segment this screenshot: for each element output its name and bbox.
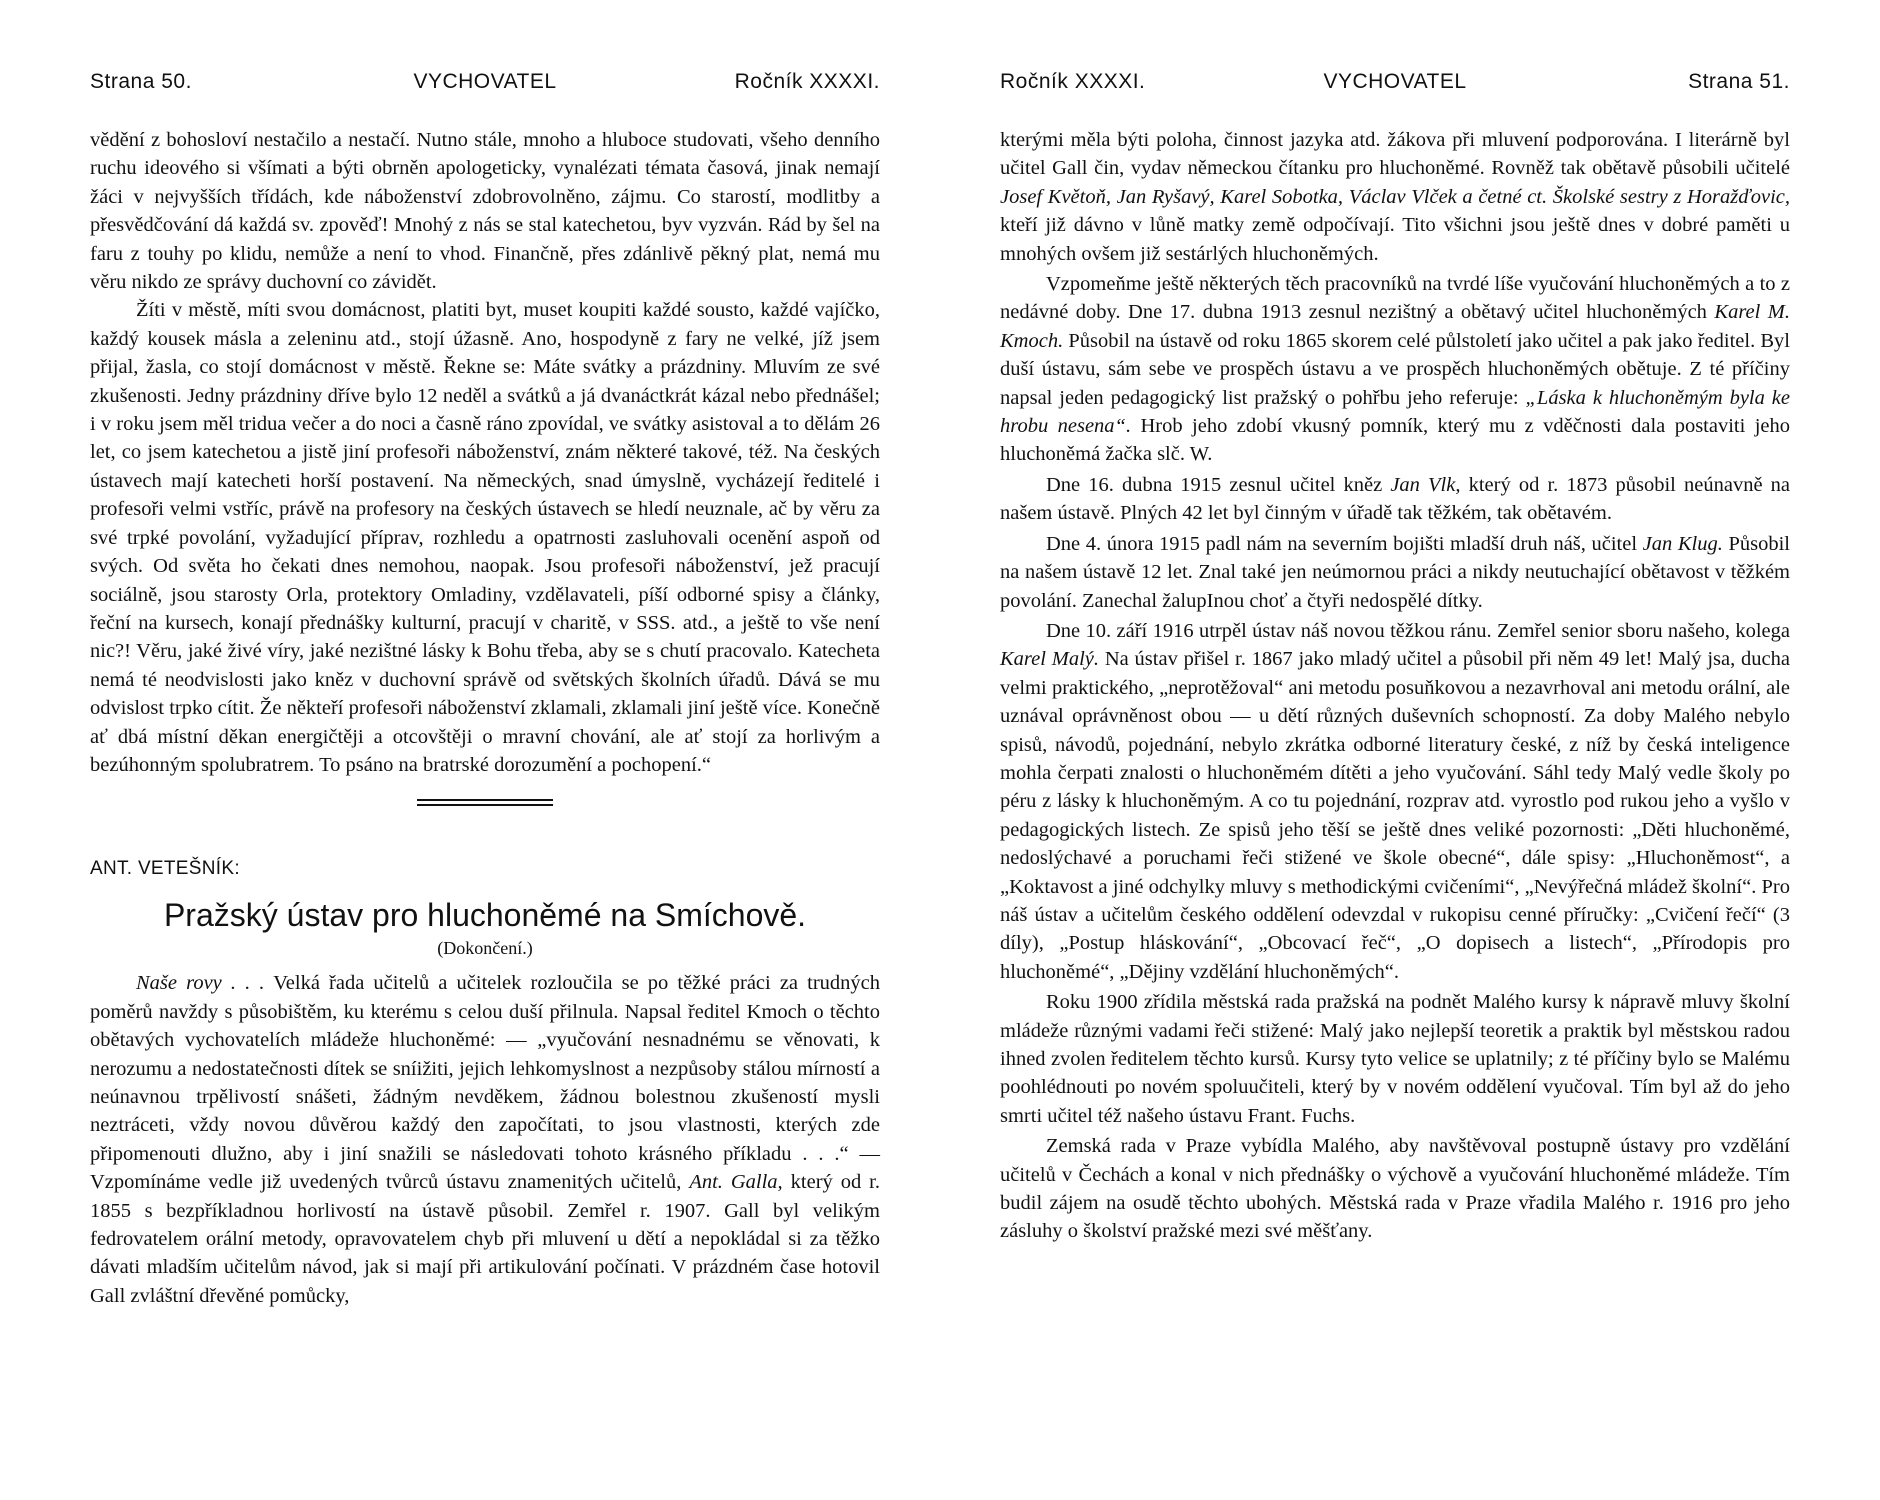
text-run: kteří již dávno v lůně matky země odpočívají. Tito všichni jsou ještě dnes v dobré paměti u mnohých ovšem již sestárlých hluchoněmých. (1000, 214, 1790, 265)
journal-title: VYCHOVATEL (1323, 70, 1467, 93)
text-run: Působil na ústavě od roku 1865 skorem celé půlstoletí jako učitel a pak jako ředitel. Byl duší ústavu, sám sebe ve prospěch ústavu a ve prospěch hluchoněmých obětuje. Z té příčiny napsal jeden pedagogický list pražský o pohřbu jeho referuje: (1000, 329, 1790, 409)
text-run: Hrob jeho zdobí vkusný pomník, který mu z vděčnosti dala postaviti jeho hluchoněmá žačka slč. W. (1000, 415, 1791, 466)
paragraph: Zemská rada v Praze vybídla Malého, aby navštěvoval postupně ústavy pro vzdělání učitelů v Čechách a konal v nich přednášky o výchově a vyučování hluchoněmé mládeže. Tím budil zájem na osudě těchto ubohých. Městská rada v Praze vřadila Malého r. 1916 pro jeho zásluhy o školství pražské mezi své měšťany. (1000, 1135, 1790, 1243)
text-run: Dne 10. září 1916 utrpěl ústav náš novou těžkou ránu. Zemřel senior sboru našeho, kolega (1046, 619, 1790, 642)
article-author: ANT. VETEŠNÍK: (90, 858, 240, 880)
text-run: Dne 4. února 1915 padl nám na severním bojišti mladší druh náš, učitel (1046, 532, 1643, 555)
text-run: Na ústav přišel r. 1867 jako mladý učitel a působil při něm 49 let! Malý jsa, ducha velmi praktického, „neprotěžoval“ ani metodu posuňkovou a nezavrhoval ani metodu orální, ale uznával oprávněnost obou — u dětí různých duševních schopností. Za doby Malého nebylo spisů, návodů, pojednání, nebylo zkrátka odborné literatury české, z níž by česká inteligence mohla čerpati znalosti o hluchoněmém dítěti a jeho vyučování. Sáhl tedy Malý vedle školy po péru z lásky k hluchoněmým. A co tu pojednání, rozprav atd. vyrostlo pod rukou jeho a vyšlo v pedagogických listech. Ze spisů jeho těší se ještě dnes veliké pozornosti: „Děti hluchoněmé, nedoslýchavé a poruchami řeči stižené ve škole obecné“, dále spisy: „Hluchoněmost“, a „Koktavost a jiné odchylky mluvy s methodickými cvičeními“, „Nevýřečná mládež školní“. Pro náš ústav a učitelům českého oddělení odevzdal v rukopisu cenné příručky: „Cvičení řečí“ (3 díly), „Postup hláskování“, „Obcovací řeč“, „O dopisech a listech“, „Přírodopis pro hluchoněmé“, „Dějiny vzdělání hluchoněmých“. (1000, 648, 1790, 983)
page-number: Strana 51. (1688, 70, 1790, 93)
text-run: který od r. 1855 s bezpříkladnou horlivostí na ústavě působil. Zemřel r. 1907. Gall byl velikým fedrovatelem orální metody, opravovatelem chyb při mluvení u dětí a nepokládal si za těžko dávati mladším učitelům návod, jak si mají při artikulování počínati. V prázdném čase hotovil Gall zvláštní dřevěné pomůcky, (90, 1171, 880, 1307)
text-run: Působil na našem ústavě 12 let. Znal také jen neúmornou práci a nikdy neutuchající obětavost v těžkém povolání. Zanechal žalupInou choť a čtyři nedospělé dítky. (1000, 532, 1790, 612)
volume-label: Ročník XXXXI. (734, 70, 880, 93)
paragraph (1000, 471, 1790, 528)
paragraph: vědění z bohosloví nestačilo a nestačí. Nutno stále, mnoho a hluboce studovati, všeho denního ruchu ideového si všímati a býti obrněn apologeticky, vynalézati témata časová, jinak nemají žáci v nejvyšších třídách, kde náboženství zdobrovolněno, zájmu. Co starostí, modlitby a přesvědčování dá každá sv. zpověď! Mnohý z nás se stal katechetou, byv vyzván. Rád by šel na faru z touhy po klidu, nemůže a není to vhod. Finančně, přes zdánlivě pěkný plat, nemá mu věru nikdo ze správy duchovní co závidět. (90, 129, 880, 294)
left-page (90, 70, 880, 1310)
paragraph (90, 969, 880, 1310)
paragraph: Žíti v městě, míti svou domácnost, platiti byt, muset koupiti každé sousto, každé vajíčko, každý kousek másla a zeleninu atd., stojí úžasně. Ano, hospodyně z fary ne velké, jíž jsem přijal, žasla, co stojí domácnost v městě. Řekne se: Máte svátky a prázdniny. Mluvím ze své zkušenosti. Jedny prázdniny dříve bylo 12 neděl a svátků a já dvanáctkrát kázal nebo přednášel; i v roku jsem měl tridua večer a do noci a časně ráno zpovídal, ve svátky asistoval a to dělám 26 let, co jsem katechetou a jistě jiní profesoři náboženství, znám některé takové, též. Na českých ústavech mají katecheti horší postavení. Na německých, snad úmyslně, vycházejí ředitelé i profesoři velmi vstříc, právě na profesory na českých ústavech se hledí neuznale, ač by věru za své trpké povolání, vyžadující příprav, rozhledu a opatrnosti zasluhovali ocenění aspoň od svých. Od světa ho čekati dnes nemohou, naopak. Jsou profesoři náboženství, jež pracují sociálně, jsou starosty Orla, protektory Omladiny, vzdělavateli, píší odborné spisy a články, řeční na kursech, konají přednášky kulturní, pracují v charitě, v SSS. atd., a ještě to vše není nic?! Věru, jaké živé víry, jaké nezištné lásky k Bohu třeba, aby se s chutí pracovalo. Katecheta nemá té neodvislosti jako kněz v duchovní správě od světských školních úřadů. Dává se mu odvislost trpko cítit. Že někteří profesoři náboženství zklamali, zklamali jiní ještě více. Konečně ať dbá místní děkan energičtěji a otcovštěji o mravní chování, ale ať stojí za horlivým a bezúhonným spolubratrem. To psáno na bratrské dorozumění a pochopení.“ (90, 299, 880, 776)
person-name: Ant. Galla, (689, 1171, 783, 1194)
right-page (1000, 70, 1790, 1246)
right-page-header (1000, 70, 1790, 94)
person-name: Karel Malý. (1000, 648, 1099, 671)
journal-title: VYCHOVATEL (413, 70, 557, 93)
person-name: Jan Klug. (1642, 532, 1723, 555)
volume-label: Ročník XXXXI. (1000, 70, 1146, 93)
text-run: který od r. 1873 působil neúnavně na našem ústavě. Plných 42 let byl činným v úřadě tak těžkém, tak obětavém. (1000, 473, 1791, 525)
paragraph: Roku 1900 zřídila městská rada pražská na podnět Malého kursy k nápravě mluvy školní mládeže různými vadami řeči stižené: Malý jako nejlepší teoretik a praktik byl městskou radou ihned zvolen ředitelem těchto kursů. Kursy tyto velice se uplatnily; z té příčiny bylo se Malému poohlédnouti po novém spoluučiteli, který by v novém oddělení vyučoval. Tím byl až do jeho smrti učitel též našeho ústavu Frant. Fuchs. (1000, 991, 1790, 1127)
left-page-header (90, 70, 880, 94)
section-divider (417, 799, 553, 806)
paragraph (1000, 617, 1790, 986)
article-title: Pražský ústav pro hluchoněmé na Smíchově. (163, 897, 807, 934)
paragraph (1000, 270, 1790, 469)
person-name: Karel M. Kmoch. (1000, 301, 1791, 352)
paragraph (1000, 530, 1790, 615)
quote: „Láska k hluchoněmým byla ke hrobu nesena“. (1000, 386, 1790, 438)
text-run: Velká řada učitelů a učitelek rozloučila se po těžké práci za trudných poměrů navždy s působištěm, ku kterému s celou duší přilnula. Napsal ředitel Kmoch o těchto obětavých vychovatelích mládeže hluchoněmé: — „vyučování nesnadnému se věnovati, k nerozumu a nedostatečnosti dítek se sníižiti, jejich lehkomyslnost a nezpůsoby stálou mírností a neúnavnou trpělivostí snášeti, žádným nevděkem, žádnou bolestnou zkušeností mysli neztráceti, vždy novou důvěrou každý den započítati, to jsou vlastnosti, kterých zde připomenouti dlužno, aby i jiní snažili se následovati tohoto krásného příkladu . . .“ — Vzpomínáme vedle již uvedených tvůrců ústavu znamenitých učitelů, (90, 972, 880, 1194)
lead-text: Naše rovy . . . (136, 972, 265, 995)
text-run: Vzpomeňme ještě některých těch pracovníků na tvrdé líše vyučování hluchoněmých a to z nedávné doby. Dne 17. dubna 1913 zesnul nezištný a obětavý učitel hluchoněmých (1000, 273, 1790, 324)
text-run: kterými měla býti poloha, činnost jazyka atd. žákova při mluvení podporována. I literárně byl učitel Gall čin, vydav německou čítanku pro hluchoněmé. Rovněž tak obětavě působili učitelé (1000, 129, 1790, 180)
person-names: Josef Květoň, Jan Ryšavý, Karel Sobotka, Václav Vlček a četné ct. Školské sestry z Horažďovic, (1000, 185, 1790, 208)
page-number: Strana 50. (90, 70, 192, 93)
person-name: Jan Vlk, (1390, 473, 1461, 496)
paragraph (1000, 126, 1790, 268)
text-run: Dne 16. dubna 1915 zesnul učitel kněz (1046, 473, 1391, 496)
article-subtitle: (Dokončení.) (437, 938, 533, 959)
